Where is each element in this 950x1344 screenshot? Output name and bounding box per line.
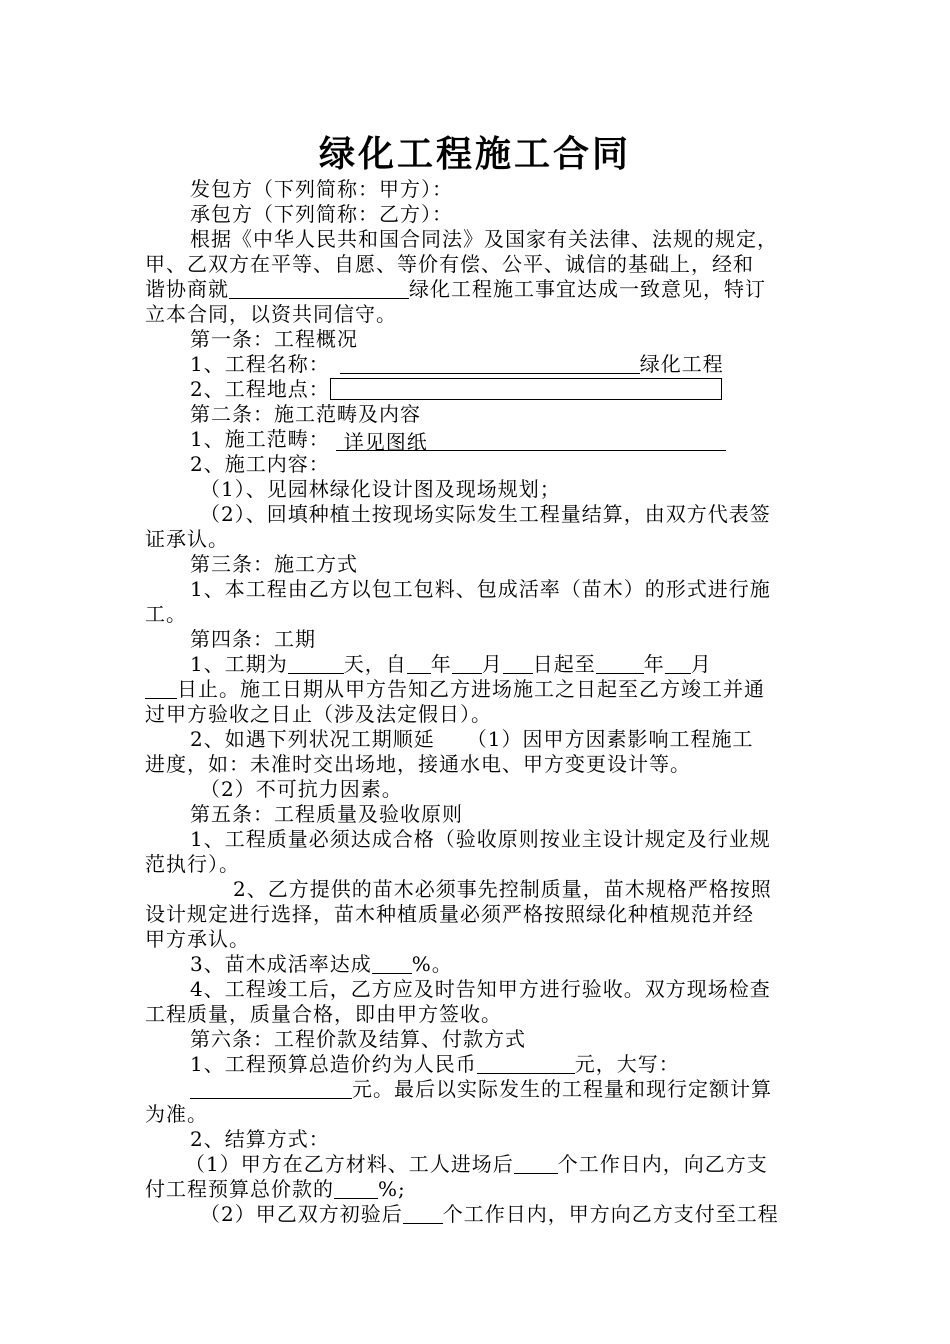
period-line: 2、如遇下列状况工期顺延 （1）因甲方因素影响工程施工 xyxy=(190,727,754,751)
content-line: （2）、回填种植土按现场实际发生工程量结算，由双方代表签 xyxy=(200,502,771,526)
method-line: 工。 xyxy=(145,602,187,626)
quality-line: 3、苗木成活率达成 %。 xyxy=(190,952,453,976)
method-line: 1、本工程由乙方以包工包料、包成活率（苗木）的形式进行施 xyxy=(190,577,771,601)
article-heading: 第五条：工程质量及验收原则 xyxy=(190,802,463,826)
quality-line: 1、工程质量必须达成合格（验收原则按业主设计规定及行业规 xyxy=(190,827,771,851)
project-location-line: 2、工程地点： xyxy=(190,377,722,401)
article-heading: 第四条：工期 xyxy=(190,627,316,651)
period-line: 进度，如：未准时交出场地，接通水电、甲方变更设计等。 xyxy=(145,752,691,776)
quality-line: 范执行）。 xyxy=(145,852,240,876)
settlement-line: 2、结算方式： xyxy=(190,1127,330,1151)
article-heading: 第一条：工程概况 xyxy=(190,327,358,351)
blank-box xyxy=(330,378,722,400)
article-heading: 第二条：施工范畴及内容 xyxy=(190,402,421,426)
price-line: 元。最后以实际发生的工程量和现行定额计算 xyxy=(190,1077,772,1101)
price-line: 1、工程预算总造价约为人民币 元，大写： xyxy=(190,1052,680,1076)
quality-line: 工程质量，质量合格，即由甲方签收。 xyxy=(145,1002,502,1026)
period-line: 日止。施工日期从甲方告知乙方进场施工之日起至乙方竣工并通 xyxy=(145,677,765,701)
quality-line: 2、乙方提供的苗木必须事先控制质量，苗木规格严格按照 xyxy=(233,877,772,901)
settlement-line: 付工程预算总价款的 %; xyxy=(145,1177,406,1201)
quality-line: 甲方承认。 xyxy=(145,927,250,951)
project-name-line: 1、工程名称： 绿化工程 xyxy=(190,352,724,376)
blank-underline xyxy=(372,953,412,974)
blank-underline xyxy=(514,1153,558,1174)
article-heading: 第六条：工程价款及结算、付款方式 xyxy=(190,1027,526,1051)
blank-underline: 详见图纸 xyxy=(336,430,726,451)
party-b-line: 承包方（下列简称：乙方）： xyxy=(190,202,453,226)
preamble-line: 立本合同，以资共同信守。 xyxy=(145,302,397,326)
quality-line: 4、工程竣工后，乙方应及时告知甲方进行验收。双方现场检查 xyxy=(190,977,771,1001)
price-line: 为准。 xyxy=(145,1102,208,1126)
blank-underline xyxy=(407,653,431,674)
preamble-line: 谐协商就 绿化工程施工事宜达成一致意见，特订 xyxy=(145,277,766,301)
blank-underline xyxy=(596,653,644,674)
settlement-line: （2）甲乙双方初验后 个工作日内，甲方向乙方支付至工程 xyxy=(200,1202,779,1226)
quality-line: 设计规定进行选择，苗木种植质量必须严格按照绿化种植规范并经 xyxy=(145,902,754,926)
period-line: （2）不可抗力因素。 xyxy=(200,777,403,801)
scope-line: 1、施工范畴： 详见图纸 xyxy=(190,427,726,451)
blank-underline xyxy=(340,353,640,374)
party-a-line: 发包方（下列简称：甲方）： xyxy=(190,177,453,201)
preamble-line: 甲、乙双方在平等、自愿、等价有偿、公平、诚信的基础上，经和 xyxy=(145,252,754,276)
content-line: 证承认。 xyxy=(145,527,229,551)
page-title: 绿化工程施工合同 xyxy=(318,134,631,175)
blank-underline xyxy=(452,653,482,674)
blank-underline xyxy=(503,653,533,674)
preamble-line: 根据《中华人民共和国合同法》及国家有关法律、法规的规定， xyxy=(190,227,778,251)
content-line: 2、施工内容： xyxy=(190,452,330,476)
period-line: 1、工期为 天，自 年 月 日起至 年 月 xyxy=(190,652,712,676)
blank-underline xyxy=(477,1053,575,1074)
blank-underline xyxy=(403,1203,443,1224)
blank-underline xyxy=(190,1078,352,1099)
article-heading: 第三条：施工方式 xyxy=(190,552,358,576)
blank-underline xyxy=(665,653,691,674)
settlement-line: （1）甲方在乙方材料、工人进场后 个工作日内，向乙方支 xyxy=(185,1152,768,1176)
period-line: 过甲方验收之日止（涉及法定假日）。 xyxy=(145,702,492,726)
blank-underline xyxy=(334,1178,378,1199)
blank-underline xyxy=(145,678,177,699)
blank-underline xyxy=(229,278,409,299)
blank-underline xyxy=(288,653,344,674)
content-line: （1）、见园林绿化设计图及现场规划； xyxy=(200,477,561,501)
